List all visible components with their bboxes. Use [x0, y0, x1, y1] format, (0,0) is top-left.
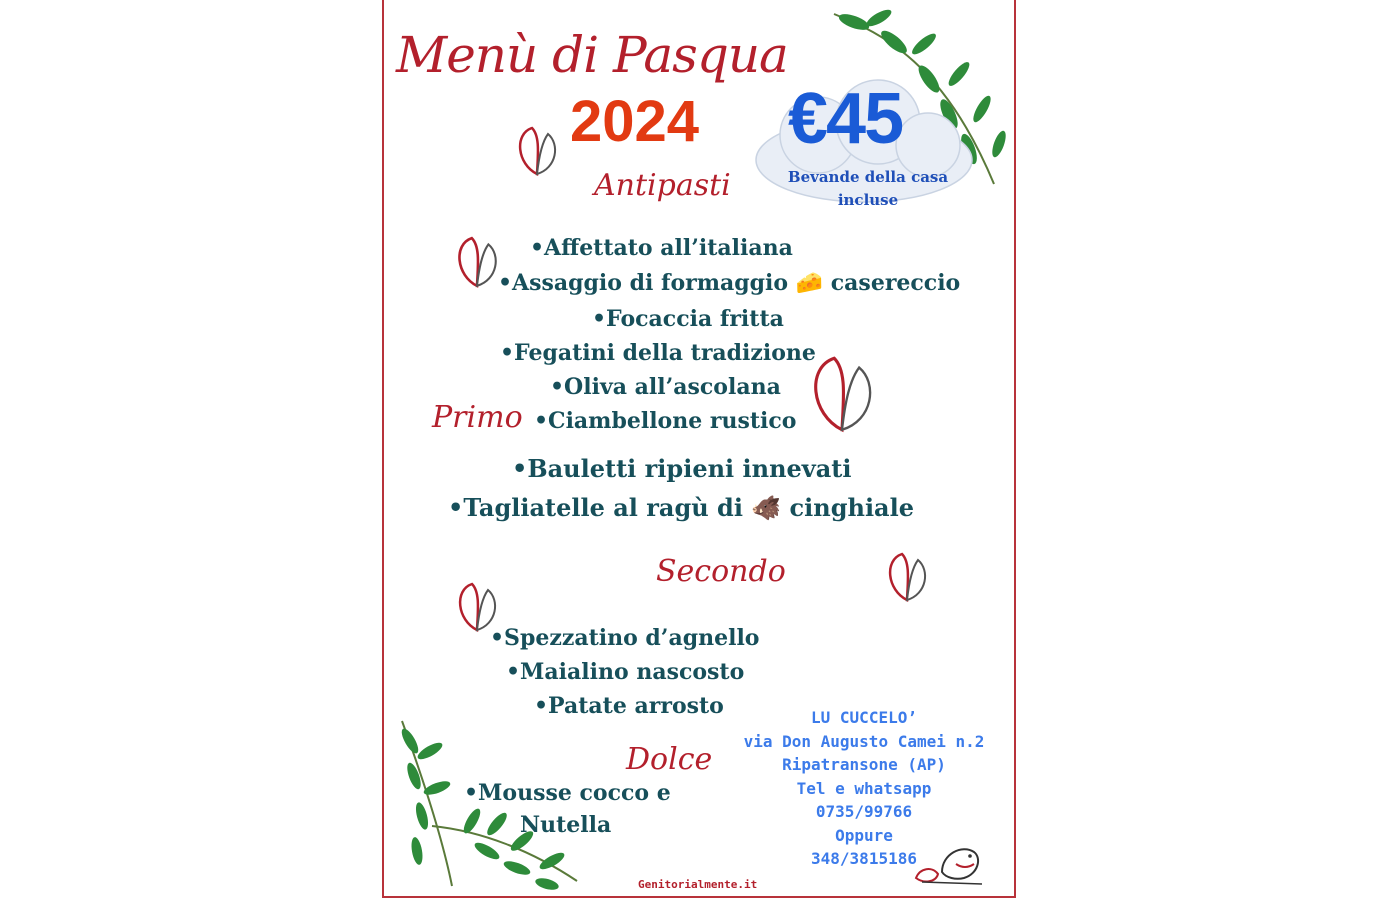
section-secondo-label: Secondo	[656, 554, 786, 589]
secondo-item: •Spezzatino d’agnello	[490, 625, 760, 651]
restaurant-town: Ripatransone (AP)	[782, 755, 946, 774]
menu-poster	[382, 0, 1016, 898]
mobile-number[interactable]: 348/3815186	[811, 849, 917, 868]
secondo-item: •Maialino nascosto	[506, 659, 745, 685]
contact-label: Tel e whatsapp	[796, 778, 932, 798]
price-note-line: Bevande della casa	[787, 168, 949, 186]
butterfly-icon	[450, 234, 504, 290]
price-note-line: incluse	[837, 191, 899, 209]
butterfly-icon	[880, 550, 934, 604]
primo-item: •Tagliatelle al ragù di 🐗 cinghiale	[448, 493, 914, 522]
dolce-item: Nutella	[520, 812, 612, 838]
footer-credit: Genitorialmente.it	[638, 878, 758, 891]
restaurant-contact	[728, 706, 1000, 871]
price-note	[768, 166, 968, 212]
menu-price: €45	[788, 79, 903, 159]
phone-number[interactable]: 0735/99766	[815, 802, 913, 821]
antipasti-item: •Fegatini della tradizione	[500, 340, 816, 366]
section-primo-label: Primo	[432, 400, 523, 435]
section-antipasti-label: Antipasti	[594, 168, 731, 203]
menu-title: Menù di Pasqua	[396, 26, 788, 84]
antipasti-item: •Oliva all’ascolana	[550, 374, 781, 400]
dolce-item: •Mousse cocco e	[464, 780, 671, 806]
section-dolce-label: Dolce	[626, 742, 713, 777]
restaurant-address: via Don Augusto Camei n.2	[743, 731, 985, 751]
restaurant-name: LU CUCCELO’	[811, 708, 917, 727]
antipasti-item: •Ciambellone rustico	[534, 408, 797, 434]
secondo-item: •Patate arrosto	[534, 693, 724, 719]
antipasti-item: •Assaggio di formaggio 🧀 casereccio	[498, 270, 961, 296]
menu-year: 2024	[570, 89, 700, 154]
butterfly-icon	[512, 124, 562, 178]
primo-item: •Bauletti ripieni innevati	[512, 454, 852, 483]
contact-or: Oppure	[835, 825, 893, 845]
antipasti-item: •Affettato all’italiana	[530, 235, 793, 261]
antipasti-item: •Focaccia fritta	[592, 306, 784, 332]
